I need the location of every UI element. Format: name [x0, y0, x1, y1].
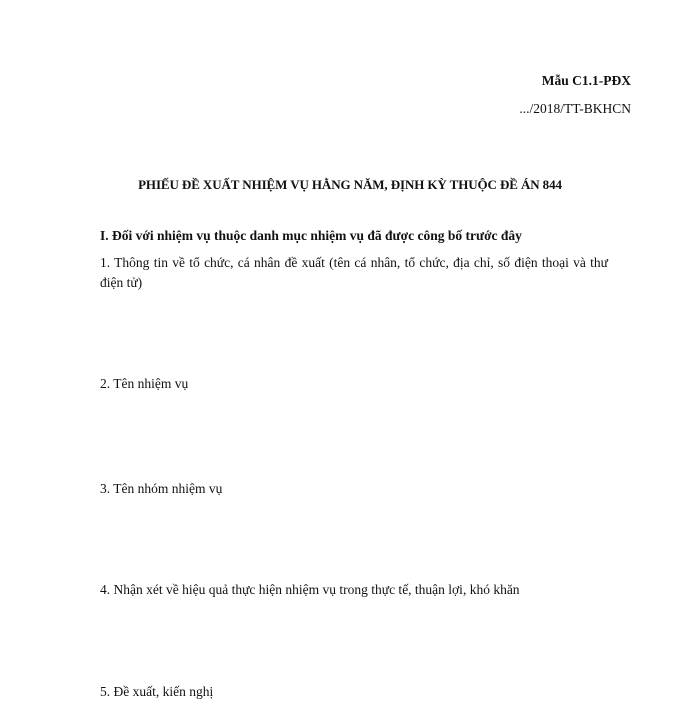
form-code: Mẫu C1.1-PĐX	[541, 73, 631, 88]
section-heading: I. Đối với nhiệm vụ thuộc danh mục nhiệm vụ đã được công bố trước đây	[100, 228, 522, 243]
item-proposer-info: 1. Thông tin về tổ chức, cá nhân đề xuất (tên cá nhân, tổ chức, địa chỉ, số điện thoại và thư điện tử)	[100, 255, 608, 290]
item-effectiveness-review: 4. Nhận xét về hiệu quả thực hiện nhiệm vụ trong thực tế, thuận lợi, khó khăn	[100, 582, 520, 597]
item-task-group-name: 3. Tên nhóm nhiệm vụ	[100, 481, 223, 496]
circular-reference: .../2018/TT-BKHCN	[519, 101, 631, 116]
item-task-name: 2. Tên nhiệm vụ	[100, 376, 189, 391]
item-proposals: 5. Đề xuất, kiến nghị	[100, 684, 214, 699]
document-title: PHIẾU ĐỀ XUẤT NHIỆM VỤ HẰNG NĂM, ĐỊNH KỲ THUỘC ĐỀ ÁN 844	[138, 177, 562, 192]
